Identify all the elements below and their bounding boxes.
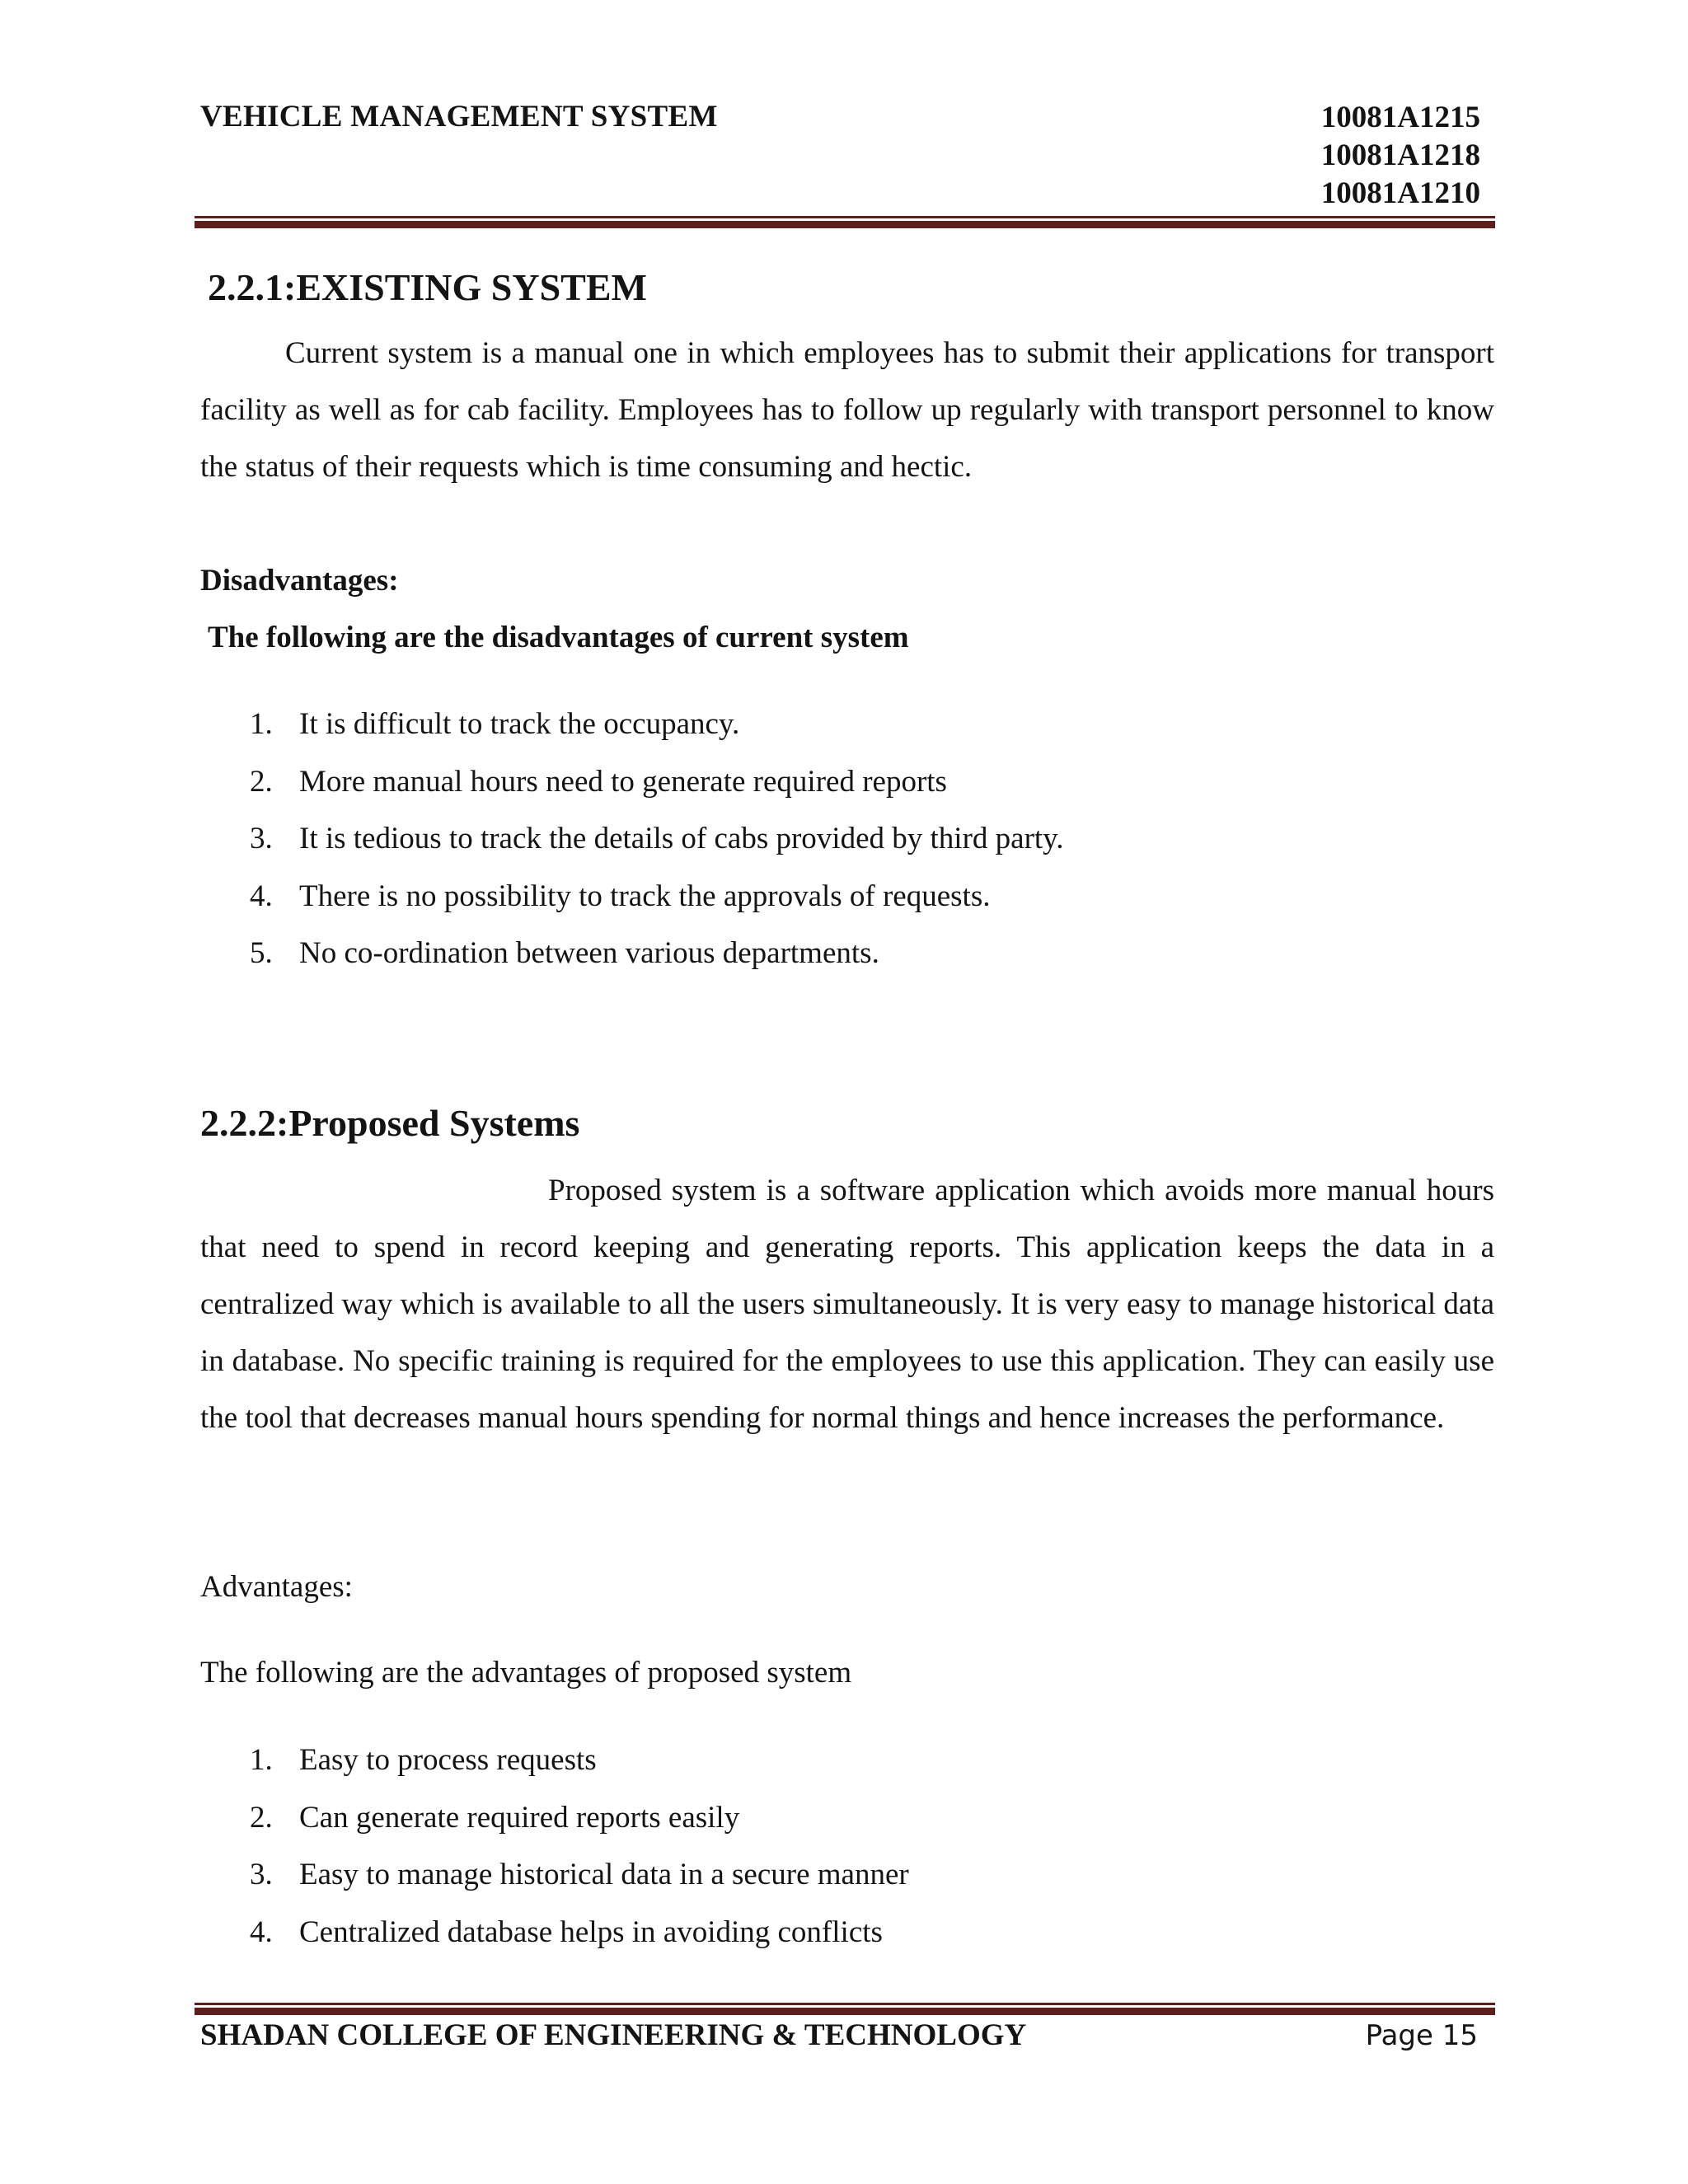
proposed-system-paragraph <box>200 1162 1494 1446</box>
footer-page-number: Page 15 <box>1365 2019 1478 2052</box>
existing-system-heading: 2.2.1:EXISTING SYSTEM <box>208 266 647 308</box>
list-item: 3. It is tedious to track the details of cabs provided by third party. <box>250 822 1064 855</box>
list-item: 5. No co-ordination between various departments. <box>250 936 879 970</box>
disadvantages-label: Disadvantages: <box>200 564 399 598</box>
list-item: 2. More manual hours need to generate required reports <box>250 764 947 799</box>
advantages-list <box>200 1732 909 1961</box>
disadvantages-list <box>200 696 1064 982</box>
list-item: 1. Easy to process requests <box>250 1743 597 1777</box>
header-title: VEHICLE MANAGEMENT SYSTEM <box>200 100 718 134</box>
advantages-label: Advantages: <box>200 1570 353 1604</box>
list-item: 1. It is difficult to track the occupancy. <box>250 707 740 741</box>
existing-system-text: Current system is a manual one in which employees has to submit their applications for transport facility as well as for cab facility. Employees has to follow up regularly with transport personnel to know the status of their requests which is time consuming and hectic. <box>200 336 1494 484</box>
header-ids <box>1321 99 1480 213</box>
proposed-system-text: Proposed system is a software application which avoids more manual hours that need to spend in record keeping and generating reports. This application keeps the data in a centralized way which is available to all the users simultaneously. It is very easy to manage historical data in database. No specific training is required for the employees to use this application. They can easily use the tool that decreases manual hours spending for normal things and hence increases the performance. <box>200 1174 1494 1435</box>
list-item: 2. Can generate required reports easily <box>250 1800 740 1835</box>
header-id: 10081A1215 <box>1320 101 1480 134</box>
list-item: 4. Centralized database helps in avoiding conflicts <box>250 1915 883 1949</box>
header-id: 10081A1210 <box>1320 176 1480 210</box>
footer-college: SHADAN COLLEGE OF ENGINEERING & TECHNOLOGY <box>200 2018 1027 2052</box>
advantages-intro: The following are the advantages of proposed system <box>200 1656 852 1690</box>
list-item: 3. Easy to manage historical data in a secure manner <box>250 1858 909 1891</box>
header-rule <box>195 216 1495 228</box>
proposed-system-heading: 2.2.2:Proposed Systems <box>200 1102 580 1144</box>
existing-system-paragraph <box>200 325 1494 495</box>
header-id: 10081A1218 <box>1320 138 1480 172</box>
list-item: 4. There is no possibility to track the approvals of requests. <box>250 879 991 913</box>
disadvantages-intro: The following are the disadvantages of current system <box>208 621 909 654</box>
